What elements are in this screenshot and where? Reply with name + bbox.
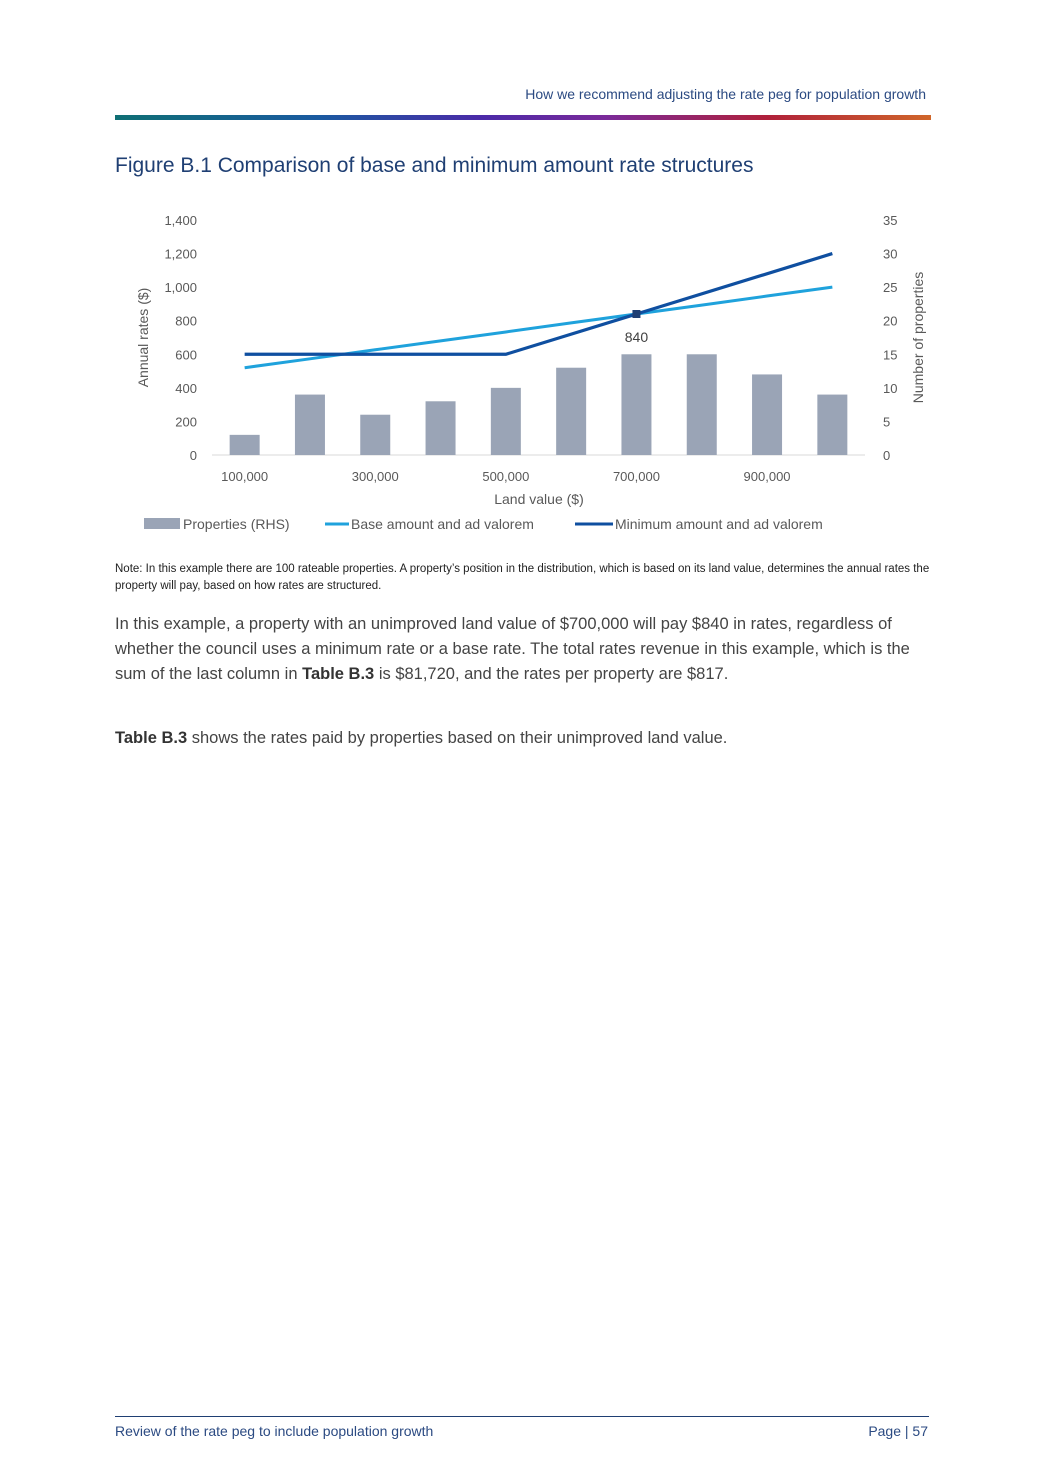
x-tick-label: 100,000 [221, 469, 269, 484]
properties-bar [752, 374, 782, 455]
legend-label-minimum: Minimum amount and ad valorem [615, 516, 823, 532]
y-right-tick-label: 25 [883, 280, 898, 296]
body-paragraph-2 [115, 726, 925, 751]
x-tick-label: 500,000 [482, 469, 530, 484]
body-paragraph-1 [115, 612, 925, 687]
legend-label-properties: Properties (RHS) [183, 516, 290, 532]
y-left-tick-label: 1,200 [164, 246, 197, 262]
figure-title: Figure B.1 Comparison of base and minimum amount rate structures [115, 154, 754, 177]
y-right-ticks [883, 213, 897, 463]
comparison-chart [115, 205, 926, 540]
properties-bar [426, 401, 456, 455]
y-left-tick-label: 800 [175, 313, 197, 329]
footer-rule [115, 1416, 929, 1417]
y-left-axis-title: Annual rates ($) [135, 287, 151, 388]
footer-title: Review of the rate peg to include population growth [115, 1423, 434, 1439]
y-right-tick-label: 5 [883, 414, 891, 430]
y-right-tick-label: 20 [883, 313, 898, 329]
table-ref-1: Table B.3 [302, 665, 375, 683]
y-right-tick-label: 10 [883, 380, 898, 396]
table-ref-2: Table B.3 [115, 729, 188, 747]
x-tick-label: 700,000 [612, 469, 660, 484]
y-right-axis-title: Number of properties [910, 271, 926, 404]
figure-note: Note: In this example there are 100 rateable properties. A property’s position in the distribution, which is based on its land value, determines the annual rates the property will pay, based on how rates are structured. [115, 563, 930, 592]
y-left-tick-label: 400 [175, 380, 197, 396]
intersection-marker [632, 310, 640, 318]
y-right-tick-label: 35 [883, 213, 898, 228]
y-left-tick-label: 1,400 [164, 213, 197, 228]
x-tick-label: 900,000 [743, 469, 791, 484]
y-right-tick-label: 15 [883, 347, 898, 363]
y-left-ticks [164, 213, 197, 463]
running-header: How we recommend adjusting the rate peg for population growth [525, 86, 926, 102]
x-tick-label: 300,000 [351, 469, 399, 484]
page-number: Page | 57 [868, 1423, 928, 1439]
annotation-label: 840 [624, 329, 649, 345]
y-left-tick-label: 0 [189, 448, 197, 463]
legend [144, 516, 823, 532]
y-left-tick-label: 600 [175, 347, 197, 363]
p1-tail: is $81,720, and the rates per property are $817. [374, 665, 729, 683]
p2-text: shows the rates paid by properties based on their unimproved land value. [187, 729, 728, 747]
x-axis-title: Land value ($) [494, 491, 584, 507]
y-right-tick-label: 0 [883, 448, 891, 463]
properties-bar [556, 368, 586, 455]
bars [230, 354, 848, 455]
properties-bar [687, 354, 717, 455]
properties-bar [817, 395, 847, 455]
header-gradient-rule [115, 115, 931, 120]
properties-bar [491, 388, 521, 455]
y-left-tick-label: 200 [175, 414, 197, 430]
properties-bar [360, 415, 390, 455]
properties-bar [295, 395, 325, 455]
properties-bar [230, 435, 260, 455]
y-right-tick-label: 30 [883, 246, 898, 262]
legend-label-base: Base amount and ad valorem [351, 516, 534, 532]
properties-bar [621, 354, 651, 455]
p1-text: In this example, a property with an unimproved land value of $700,000 will pay $840 in rates, regardless of whether the council uses a minimum rate or a base rate. The total rates revenue in this example, which is the sum of the last column in [115, 615, 910, 683]
y-left-tick-label: 1,000 [164, 280, 197, 296]
legend-swatch-properties [144, 518, 180, 529]
minimum-amount-line [245, 254, 833, 355]
x-ticks [221, 469, 790, 484]
